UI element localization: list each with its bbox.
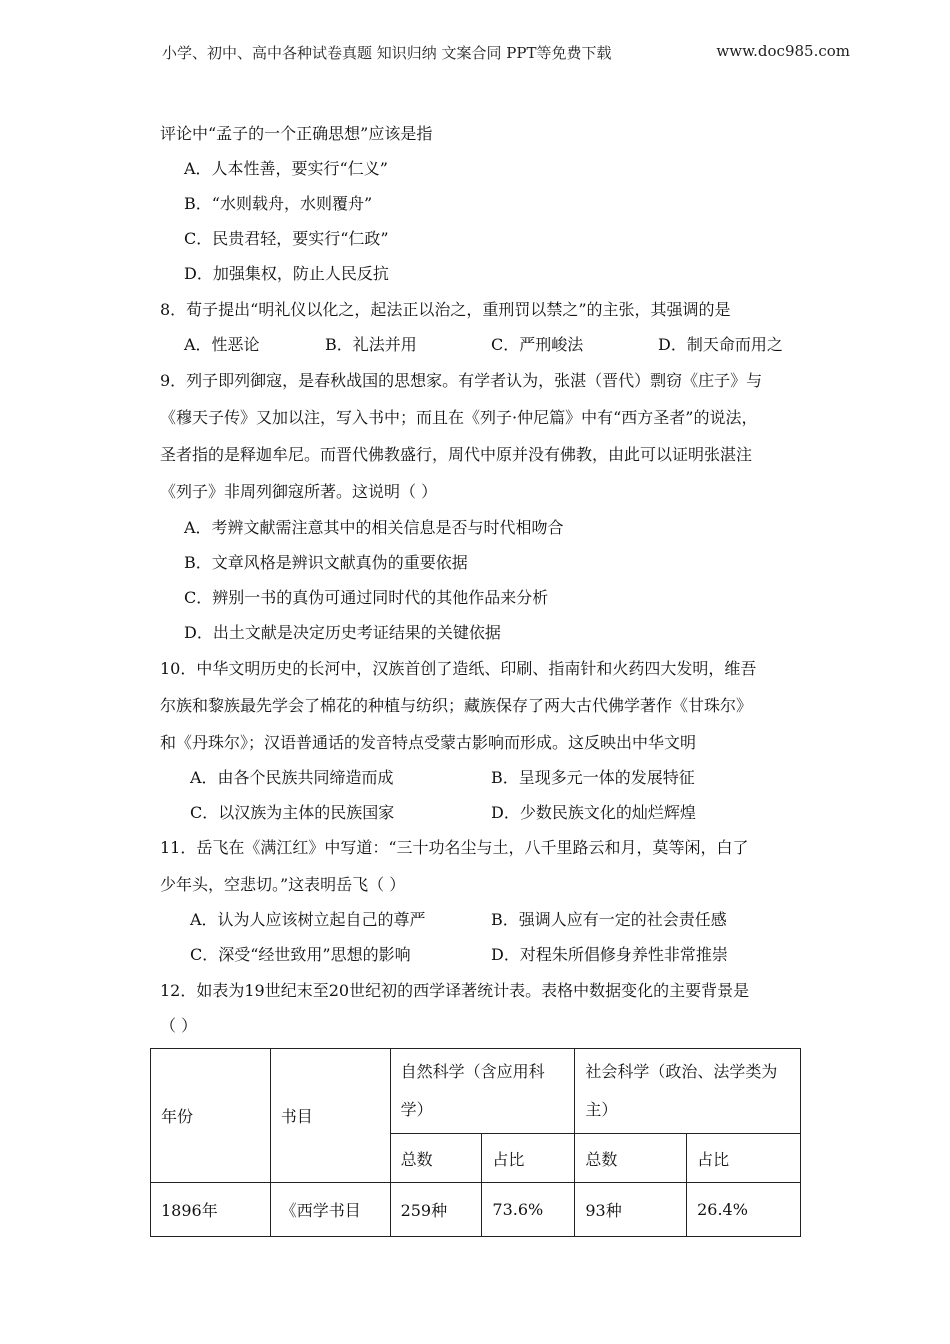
q10-option-c[interactable]: C．以汉族为主体的民族国家 (190, 803, 395, 822)
header-social-total: 总数 (575, 1134, 687, 1183)
header-natural-science: 自然科学（含应用科学） (390, 1049, 575, 1134)
cell-social-ratio: 26.4% (687, 1183, 801, 1237)
page-header (162, 42, 850, 63)
q9-stem-line-3: 圣者指的是释迦牟尼。而晋代佛教盛行，周代中原并没有佛教，由此可以证明张湛注 (160, 445, 753, 464)
q9-option-a[interactable]: A．考辨文献需注意其中的相关信息是否与时代相吻合 (184, 518, 564, 537)
q11-option-c[interactable]: C．深受“经世致用”思想的影响 (190, 945, 411, 964)
q11-stem-line-2: 少年头，空悲切。”这表明岳飞（ ） (160, 875, 406, 894)
cell-book: 《西学书目 (270, 1183, 390, 1237)
q8-option-d[interactable]: D．制天命而用之 (658, 335, 783, 354)
q9-stem-line-1: 9．列子即列御寇，是春秋战国的思想家。有学者认为，张湛（晋代）剽窃《庄子》与 (160, 371, 763, 390)
q7-option-c[interactable]: C．民贵君轻，要实行“仁政” (184, 229, 389, 248)
q8-option-c[interactable]: C．严刑峻法 (491, 335, 584, 354)
header-book: 书目 (270, 1049, 390, 1183)
q7-stem-tail: 评论中“孟子的一个正确思想”应该是指 (160, 124, 433, 143)
q10-option-d[interactable]: D．少数民族文化的灿烂辉煌 (491, 803, 696, 822)
q8-option-b[interactable]: B．礼法并用 (325, 335, 417, 354)
q7-option-d[interactable]: D．加强集权，防止人民反抗 (184, 264, 389, 283)
q12-stem-line-1: 12．如表为19世纪末至20世纪初的西学译著统计表。表格中数据变化的主要背景是 (160, 981, 750, 1000)
q11-stem-line-1: 11．岳飞在《满江红》中写道：“三十功名尘与土，八千里路云和月，莫等闲，白了 (160, 838, 749, 857)
cell-natural-ratio: 73.6% (482, 1183, 575, 1237)
cell-social-total: 93种 (575, 1183, 687, 1237)
cell-natural-total: 259种 (390, 1183, 482, 1237)
q8-stem: 8．荀子提出“明礼仪以化之，起法正以治之，重刑罚以禁之”的主张，其强调的是 (160, 300, 731, 319)
cell-year: 1896年 (151, 1183, 271, 1237)
header-year: 年份 (151, 1049, 271, 1183)
q12-stem-line-2: （ ） (160, 1016, 198, 1035)
header-social-science: 社会科学（政治、法学类为主） (575, 1049, 801, 1134)
q9-stem-line-4: 《列子》非周列御寇所著。这说明（ ） (160, 482, 438, 501)
translation-stats-table (150, 1048, 801, 1237)
q9-option-d[interactable]: D．出土文献是决定历史考证结果的关键依据 (184, 623, 501, 642)
q11-option-b[interactable]: B．强调人应有一定的社会责任感 (491, 910, 727, 929)
q10-stem-line-1: 10．中华文明历史的长河中，汉族首创了造纸、印刷、指南针和火药四大发明，维吾 (160, 659, 757, 678)
q10-stem-line-3: 和《丹珠尔》；汉语普通话的发音特点受蒙古影响而形成。这反映出中华文明 (160, 733, 697, 752)
header-natural-ratio: 占比 (482, 1134, 575, 1183)
header-promo-text: 小学、初中、高中各种试卷真题 知识归纳 文案合同 PPT等免费下载 (162, 44, 612, 62)
q10-stem-line-2: 尔族和黎族最先学会了棉花的种植与纺织；藏族保存了两大古代佛学著作《甘珠尔》 (160, 696, 753, 715)
q9-option-c[interactable]: C．辨别一书的真伪可通过同时代的其他作品来分析 (184, 588, 549, 607)
q9-option-b[interactable]: B．文章风格是辨识文献真伪的重要依据 (184, 553, 468, 572)
header-natural-total: 总数 (390, 1134, 482, 1183)
q11-option-a[interactable]: A．认为人应该树立起自己的尊严 (190, 910, 426, 929)
header-site-url: www.doc985.com (716, 42, 850, 60)
q8-option-a[interactable]: A．性恶论 (184, 335, 260, 354)
table-row (151, 1183, 801, 1237)
header-social-ratio: 占比 (687, 1134, 801, 1183)
q7-option-a[interactable]: A．人本性善，要实行“仁义” (184, 159, 388, 178)
q10-option-a[interactable]: A．由各个民族共同缔造而成 (190, 768, 394, 787)
q11-option-d[interactable]: D．对程朱所倡修身养性非常推崇 (491, 945, 728, 964)
q7-option-b[interactable]: B．“水则载舟，水则覆舟” (184, 194, 373, 213)
q10-option-b[interactable]: B．呈现多元一体的发展特征 (491, 768, 695, 787)
q9-stem-line-2: 《穆天子传》又加以注，写入书中；而且在《列子·仲尼篇》中有“西方圣者”的说法， (160, 408, 758, 427)
